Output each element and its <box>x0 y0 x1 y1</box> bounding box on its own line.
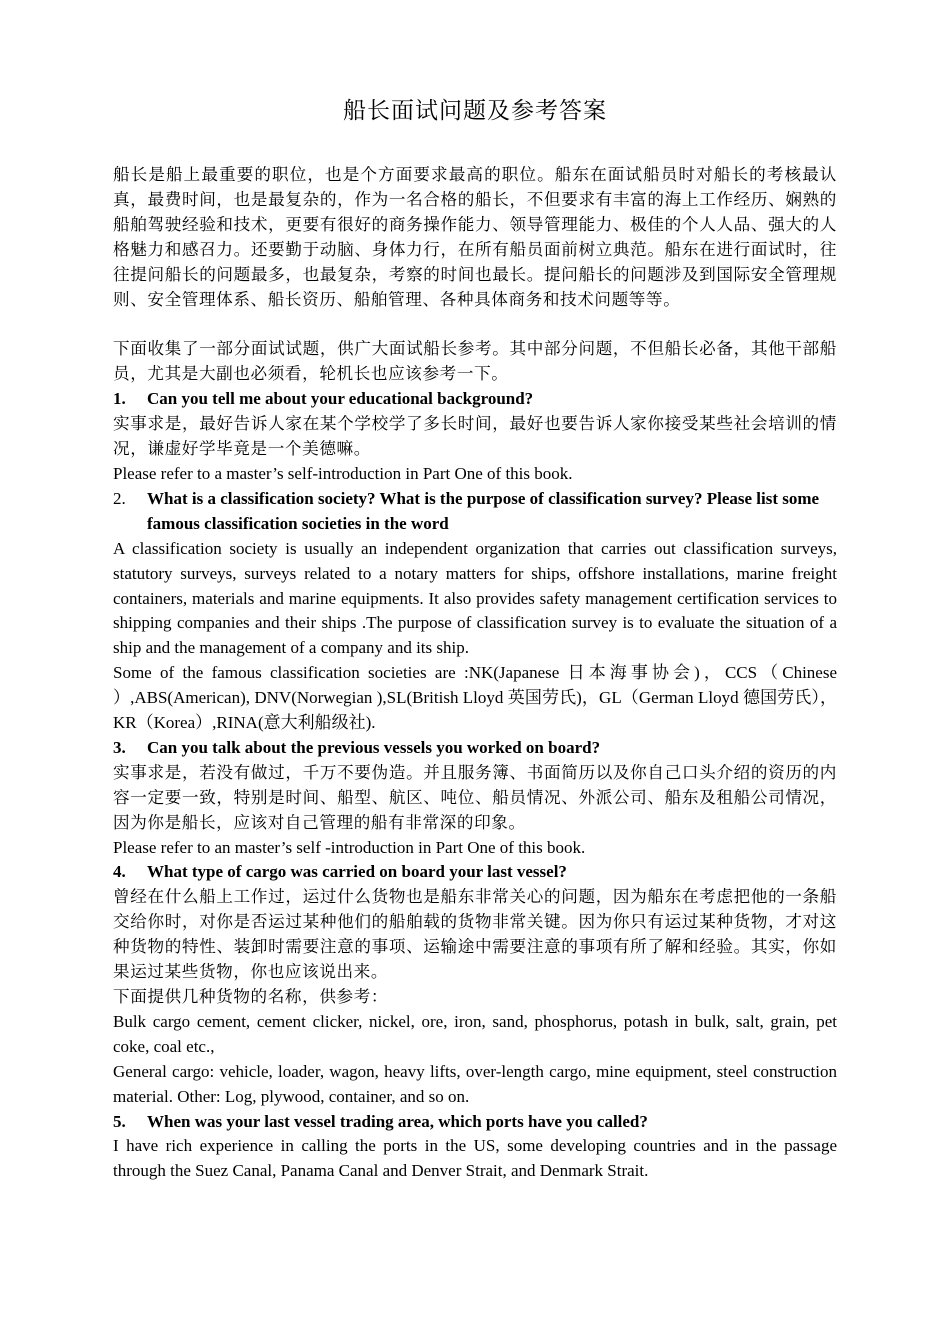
question-3 <box>113 736 837 761</box>
answer-3-english: Please refer to an master’s self -introduction in Part One of this book. <box>113 837 586 857</box>
question-number: 3. <box>113 737 126 757</box>
page-title: 船长面试问题及参考答案 <box>343 98 607 124</box>
answer-2-societies: Some of the famous classification societies are :NK(Japanese 日本海事协会)，CCS（Chinese ）,ABS(American), DNV(Norwegian ),SL(British Lloyd 英国劳氏)，GL（German Lloyd 德国劳氏），KR（Korea）,RINA(意大利船级社). <box>113 663 837 733</box>
answer-1-chinese: 实事求是，最好告诉人家在某个学校学了多长时间，最好也要告诉人家你接受某些社会培训的情况，谦虚好学毕竟是一个美德嘛。 <box>113 414 837 459</box>
intro-paragraph-2: 下面收集了一部分面试试题，供广大面试船长参考。其中部分问题，不但船长必备，其他干部船员，尤其是大副也必须看，轮机长也应该参考一下。 <box>113 339 837 384</box>
question-number: 5. <box>113 1111 126 1131</box>
answer-3-chinese: 实事求是，若没有做过，千万不要伪造。并且服务簿、书面简历以及你自己口头介绍的资历的内容一定要一致，特别是时间、船型、航区、吨位、船员情况、外派公司、船东及租船公司情况，因为你是船长，应该对自己管理的船有非常深的印象。 <box>113 762 837 832</box>
question-2 <box>113 487 837 537</box>
question-text: What type of cargo was carried on board your last vessel? <box>147 862 567 882</box>
paragraph-spacer <box>113 312 837 337</box>
question-number: 4. <box>113 862 126 882</box>
answer-1-english: Please refer to a master’s self-introduction in Part One of this book. <box>113 463 573 483</box>
bulk-cargo-list: Bulk cargo cement, cement clicker, nickel, ore, iron, sand, phosphorus, potash in bulk, salt, grain, pet coke, coal etc., <box>113 1011 837 1056</box>
answer-2-definition: A classification society is usually an independent organization that carries out classification surveys, statutory surveys, surveys related to a notary matters for ships, offshore installations, marine freight containers, materials and marine equipments. It also provides safety management certification services to shipping companies and their ships .The purpose of classification survey is to evaluate the situation of a ship and the management of a company and its ship. <box>113 538 837 658</box>
answer-4-chinese: 曾经在什么船上工作过，运过什么货物也是船东非常关心的问题，因为船东在考虑把他的一条船交给你时，对你是否运过某种他们的船舶载的货物非常关键。因为你只有运过某种货物，才对这种货物的特性、装卸时需要注意的事项、运输途中需要注意的事项有所了解和经验。其实，你如果运过某些货物，你也应该说出来。 <box>113 887 837 982</box>
general-cargo-list: General cargo: vehicle, loader, wagon, heavy lifts, over-length cargo, mine equipment, steel construction material. Other: Log, plywood, container, and so on. <box>113 1061 837 1106</box>
question-4 <box>113 860 837 885</box>
question-number: 2. <box>113 488 126 508</box>
question-text: When was your last vessel trading area, which ports have you called? <box>147 1111 648 1131</box>
question-number: 1. <box>113 389 126 409</box>
question-text: What is a classification society? What is the purpose of classification survey? Please list some famous classification societies in the word <box>147 488 820 533</box>
intro-paragraph: 船长是船上最重要的职位，也是个方面要求最高的职位。船东在面试船员时对船长的考核最认真，最费时间，也是最复杂的，作为一名合格的船长，不但要求有丰富的海上工作经历、娴熟的船舶驾驶经验和技术，更要有很好的商务操作能力、领导管理能力、极佳的个人人品、强大的人格魅力和感召力。还要勤于动脑、身体力行，在所有船员面前树立典范。船东在进行面试时，往往提问船长的问题最多，也最复杂，考察的时间也最长。提问船长的问题涉及到国际安全管理规则、安全管理体系、船长资历、船舶管理、各种具体商务和技术问题等等。 <box>113 165 837 309</box>
document-body <box>113 163 837 1184</box>
question-text: Can you tell me about your educational background? <box>147 389 534 409</box>
question-text: Can you talk about the previous vessels you worked on board? <box>147 737 601 757</box>
question-1 <box>113 387 837 412</box>
answer-5: I have rich experience in calling the ports in the US, some developing countries and in the passage through the Suez Canal, Panama Canal and Denver Strait, and Denmark Strait. <box>113 1136 837 1181</box>
question-5 <box>113 1110 837 1135</box>
cargo-list-intro: 下面提供几种货物的名称，供参考： <box>113 987 389 1006</box>
